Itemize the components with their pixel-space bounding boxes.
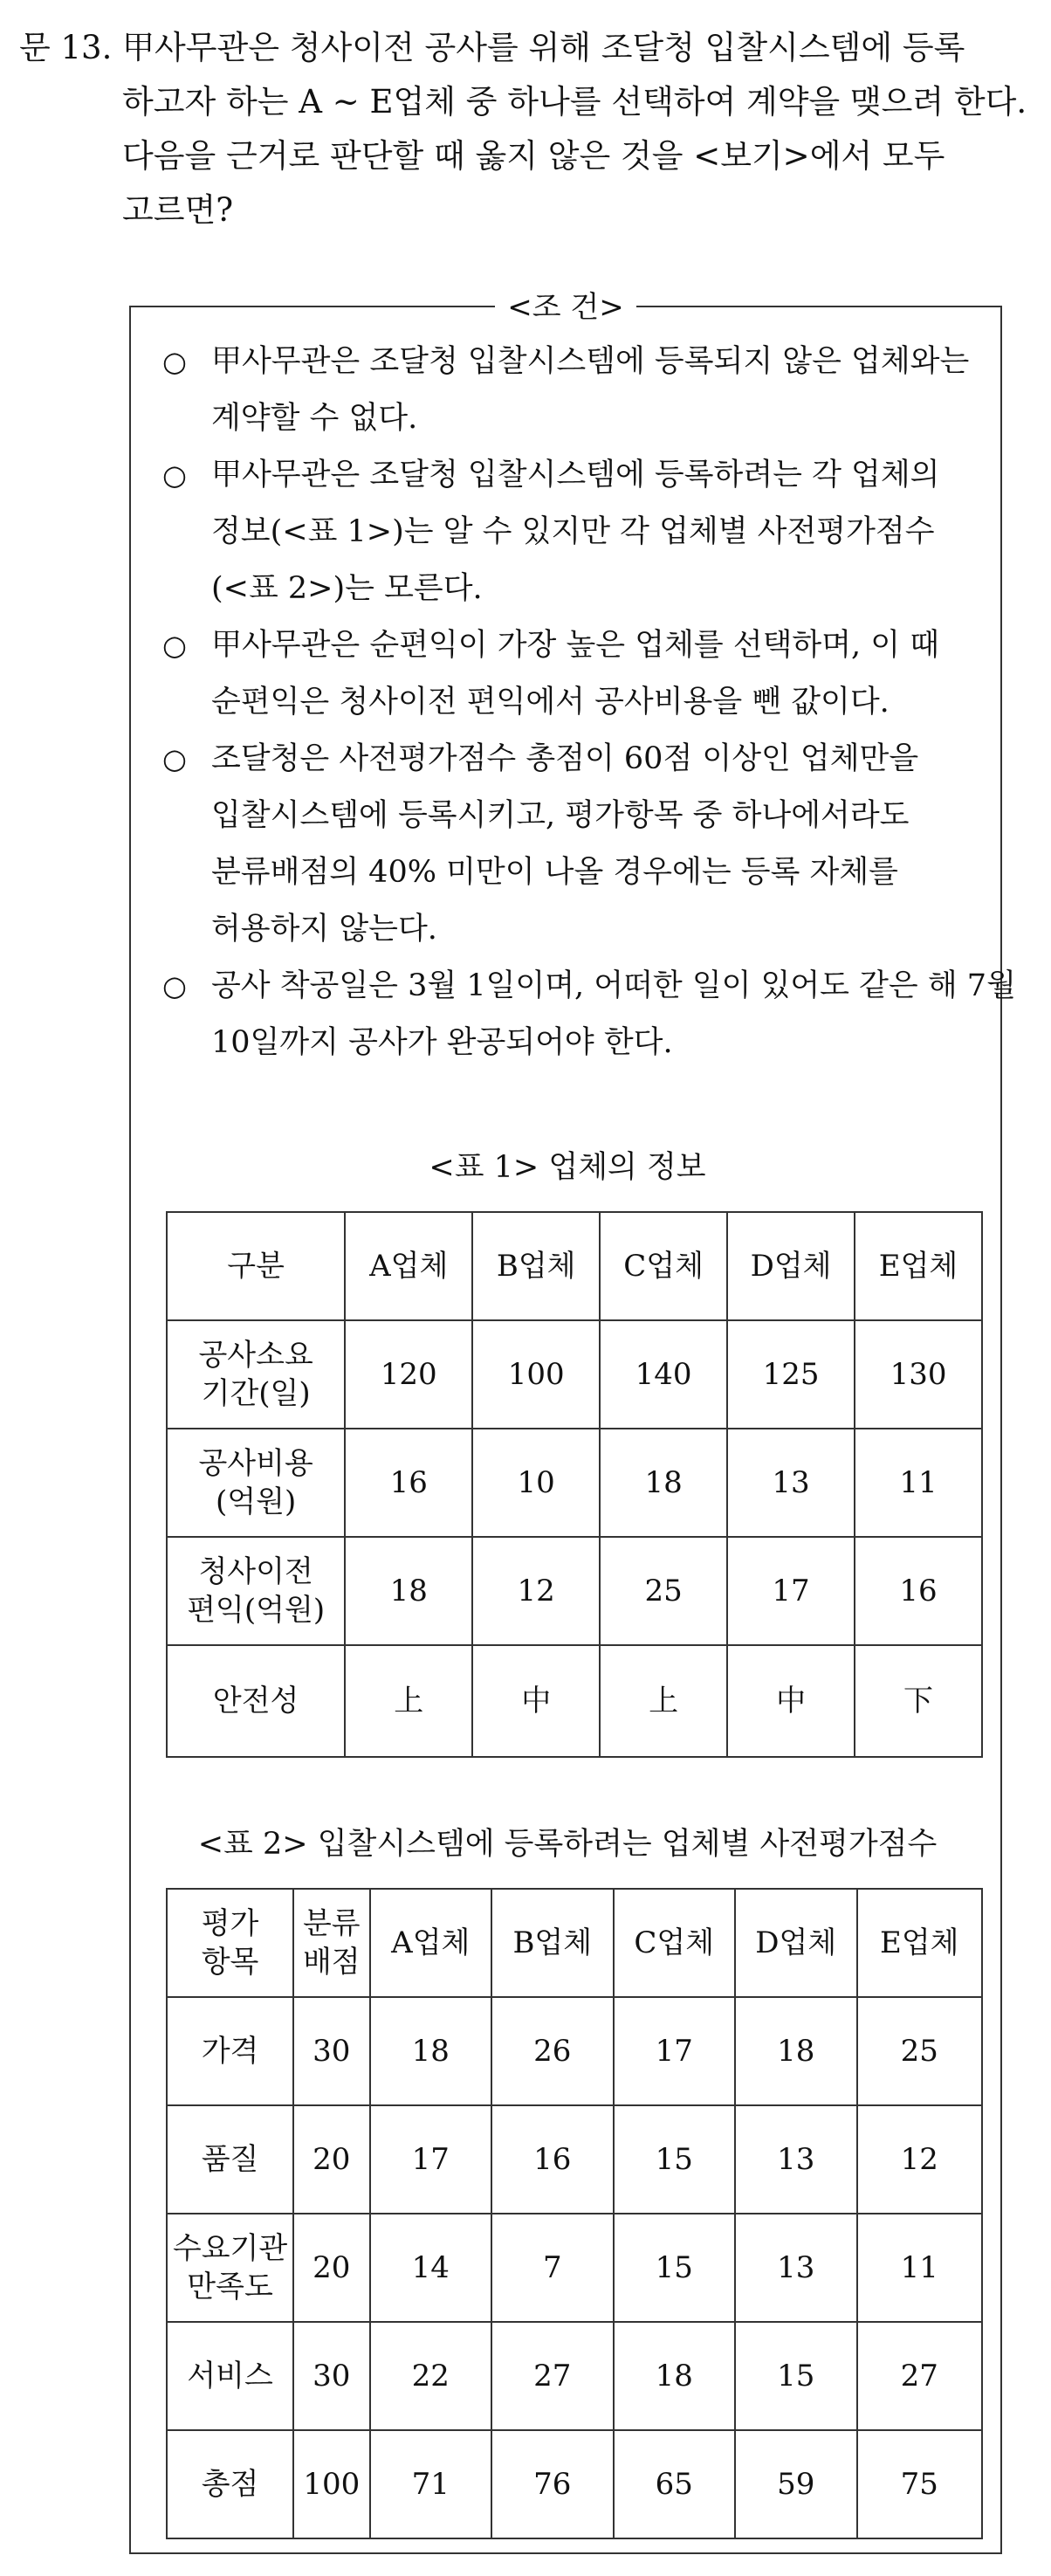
condition-line: 분류배점의 40% 미만이 나올 경우에는 등록 자체를 [211,855,898,890]
condition-line: 입찰시스템에 등록시키고, 평가항목 중 하나에서라도 [211,798,910,833]
header-line: A업체 [391,1925,471,1960]
table-cell: 20 [293,2214,369,2322]
table-cell: 100 [472,1320,600,1429]
row-label-line: 편익(억원) [187,1593,326,1628]
table-row [167,1889,982,1997]
table-header-cell: A업체 [345,1212,472,1320]
table-row [167,1537,982,1645]
question-text-line: 하고자 하는 A ~ E업체 중 하나를 선택하여 계약을 맺으려 한다. [122,83,1027,121]
condition-item [162,334,983,447]
table-header-cell: C업체 [600,1212,727,1320]
table-cell: 17 [370,2105,492,2214]
header-line: 분류 [302,1906,361,1941]
condition-item [162,447,983,617]
condition-line: 조달청은 사전평가점수 총점이 60점 이상인 업체만을 [211,741,919,776]
table-cell: 16 [855,1537,982,1645]
table-header-cell: D업체 [727,1212,855,1320]
header-line: 평가 [201,1906,259,1941]
table-header-cell [614,1889,736,1997]
table-cell: 22 [370,2322,492,2430]
condition-line: (<표 2>)는 모른다. [211,571,483,606]
table1 [166,1211,983,1758]
header-line: B업체 [512,1925,593,1960]
table-header-cell [857,1889,982,1997]
row-label-line: 공사소요 [198,1338,313,1373]
row-label-line: 기간(일) [201,1376,311,1411]
table-cell: 20 [293,2105,369,2214]
row-label-cell [167,1429,345,1537]
table-cell: 18 [600,1429,727,1537]
table-cell: 11 [855,1429,982,1537]
table-cell: 中 [727,1645,855,1757]
table-cell: 15 [614,2214,736,2322]
header-line: D업체 [755,1925,837,1960]
condition-line: 甲사무관은 순편익이 가장 높은 업체를 선택하며, 이 때 [211,628,940,663]
table-row [167,1429,982,1537]
row-label-line: (억원) [216,1484,297,1519]
table-row [167,1645,982,1757]
table-cell: 15 [735,2322,857,2430]
table-cell: 16 [491,2105,614,2214]
table2 [166,1888,983,2539]
row-label-cell [167,1645,345,1757]
table-cell: 25 [600,1537,727,1645]
row-label-line: 총점 [201,2467,259,2502]
table-row [167,2322,982,2430]
table-cell: 中 [472,1645,600,1757]
table-cell: 27 [491,2322,614,2430]
row-label-cell [167,2322,293,2430]
table-header-cell: 구분 [167,1212,345,1320]
table-row [167,1212,982,1320]
condition-item [162,958,1016,1071]
table-cell: 13 [735,2105,857,2214]
table-header-cell [293,1889,369,1997]
condition-item [162,731,983,958]
row-label-line: 가격 [201,2034,259,2069]
conditions-list [162,334,1016,1071]
table-header-cell: B업체 [472,1212,600,1320]
table-cell: 130 [855,1320,982,1429]
table-row [167,1997,982,2105]
header-line: 배점 [302,1945,361,1980]
table-cell: 上 [345,1645,472,1757]
condition-line: 정보(<표 1>)는 알 수 있지만 각 업체별 사전평가점수 [211,514,935,549]
table-cell: 30 [293,1997,369,2105]
table-header-cell [167,1889,293,1997]
condition-line: 甲사무관은 조달청 입찰시스템에 등록되지 않은 업체와는 [211,344,970,379]
table-cell: 11 [857,2214,982,2322]
table-cell: 71 [370,2430,492,2538]
table-cell: 12 [857,2105,982,2214]
condition-line: 10일까지 공사가 완공되어야 한다. [211,1025,673,1060]
table-cell: 76 [491,2430,614,2538]
header-line: 항목 [201,1945,259,1980]
bullet-icon: ○ [162,742,187,775]
row-label-cell [167,1320,345,1429]
table-row [167,2430,982,2538]
row-label-line: 청사이전 [198,1554,313,1589]
row-label-line: 안전성 [212,1684,299,1718]
condition-line: 순편익은 청사이전 편익에서 공사비용을 뺀 값이다. [211,685,890,720]
conditions-title: <조 건> [495,290,635,325]
question-text-line: 다음을 근거로 판단할 때 옳지 않은 것을 <보기>에서 모두 [122,137,945,175]
table-cell: 125 [727,1320,855,1429]
table-cell: 12 [472,1537,600,1645]
header-line: C업체 [634,1925,715,1960]
question-number: 문 13. [19,29,113,66]
row-label-cell [167,2105,293,2214]
bullet-icon: ○ [162,629,187,662]
row-label-line: 만족도 [187,2269,273,2304]
table-cell: 140 [600,1320,727,1429]
table-row [167,1320,982,1429]
bullet-icon: ○ [162,345,187,378]
table-cell: 17 [727,1537,855,1645]
table-cell: 18 [345,1537,472,1645]
table-cell: 10 [472,1429,600,1537]
row-label-line: 품질 [201,2142,259,2177]
row-label-line: 공사비용 [198,1446,313,1481]
table-header-cell [735,1889,857,1997]
table-cell: 18 [735,1997,857,2105]
bullet-icon: ○ [162,458,187,492]
row-label-cell [167,1537,345,1645]
table-header-cell [491,1889,614,1997]
condition-line: 甲사무관은 조달청 입찰시스템에 등록하려는 각 업체의 [211,458,940,492]
header-line: E업체 [880,1925,959,1960]
condition-line: 계약할 수 없다. [211,401,418,436]
table-cell: 18 [370,1997,492,2105]
table-row [167,2105,982,2214]
bullet-icon: ○ [162,969,187,1002]
table-cell: 30 [293,2322,369,2430]
table-cell: 下 [855,1645,982,1757]
table-row [167,2214,982,2322]
row-label-line: 서비스 [187,2359,273,2393]
table-cell: 7 [491,2214,614,2322]
table2-title: <표 2> 입찰시스템에 등록하려는 업체별 사전평가점수 [197,1827,938,1862]
table-cell: 13 [735,2214,857,2322]
table-cell: 26 [491,1997,614,2105]
table-header-cell: E업체 [855,1212,982,1320]
table-cell: 75 [857,2430,982,2538]
condition-line: 허용하지 않는다. [211,912,437,947]
table-cell: 27 [857,2322,982,2430]
question [19,21,1032,238]
table-cell: 59 [735,2430,857,2538]
table-header-cell [370,1889,492,1997]
table-cell: 16 [345,1429,472,1537]
row-label-cell [167,1997,293,2105]
question-text-line: 고르면? [122,191,234,229]
table-cell: 120 [345,1320,472,1429]
table1-title: <표 1> 업체의 정보 [429,1150,706,1185]
table-cell: 上 [600,1645,727,1757]
table-cell: 100 [293,2430,369,2538]
condition-item [162,617,983,731]
condition-line: 공사 착공일은 3월 1일이며, 어떠한 일이 있어도 같은 해 7월 [211,968,1016,1003]
table-cell: 65 [614,2430,736,2538]
row-label-line: 수요기관 [172,2231,288,2266]
question-text-line: 甲사무관은 청사이전 공사를 위해 조달청 입찰시스템에 등록 [122,29,965,66]
table-cell: 15 [614,2105,736,2214]
row-label-cell [167,2430,293,2538]
table-cell: 25 [857,1997,982,2105]
table-cell: 13 [727,1429,855,1537]
table-cell: 17 [614,1997,736,2105]
row-label-cell [167,2214,293,2322]
table-cell: 14 [370,2214,492,2322]
conditions-box [129,290,1016,2554]
table-cell: 18 [614,2322,736,2430]
